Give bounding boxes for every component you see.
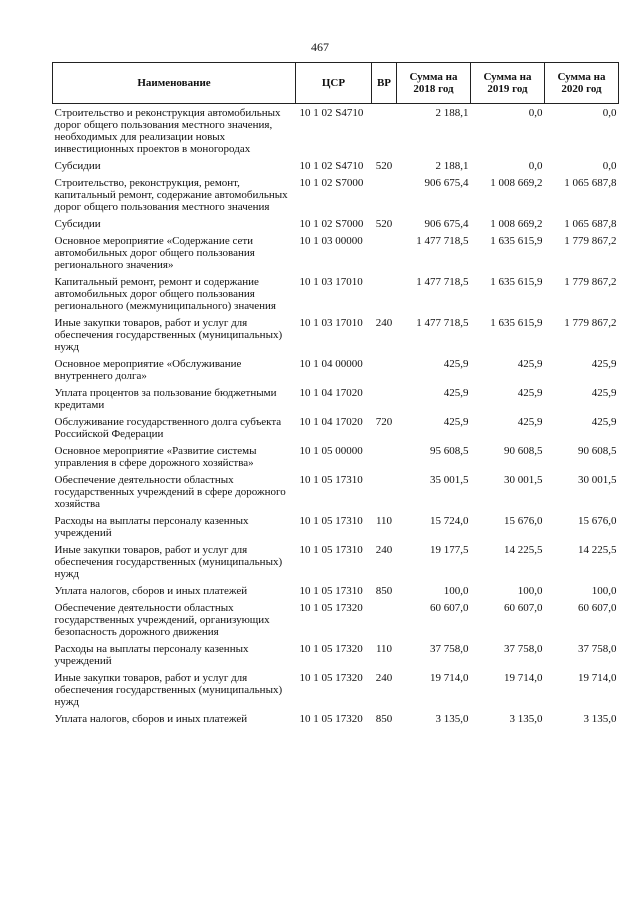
row-csr: 10 1 05 17320: [299, 643, 363, 655]
row-name: Иные закупки товаров, работ и услуг для обеспечения государственных (муниципальных) нужд: [54, 672, 283, 708]
row-amount-2019: 14 225,5: [504, 544, 543, 556]
row-amount-2020: 425,9: [591, 358, 617, 370]
row-csr: 10 1 02 S4710: [299, 107, 364, 119]
row-csr: 10 1 05 17310: [299, 544, 363, 556]
row-amount-2019: 60 607,0: [504, 602, 543, 614]
row-amount-2019: 1 635 615,9: [490, 235, 543, 247]
row-name: Иные закупки товаров, работ и услуг для обеспечения государственных (муниципальных) нужд: [54, 317, 283, 353]
row-csr: 10 1 05 17310: [299, 515, 363, 527]
table-row: [53, 541, 619, 582]
row-amount-2018: 3 135,0: [435, 713, 469, 725]
row-amount-2020: 30 001,5: [578, 474, 617, 486]
row-amount-2020: 0,0: [602, 160, 617, 172]
row-amount-2020: 425,9: [591, 416, 617, 428]
row-csr: 10 1 03 17010: [299, 276, 363, 288]
row-vr: [372, 273, 397, 314]
table-row: [53, 442, 619, 471]
row-amount-2019: 1 008 669,2: [490, 218, 543, 230]
row-amount-2020: 1 065 687,8: [564, 218, 617, 230]
row-amount-2018: 100,0: [443, 585, 469, 597]
table-row: [53, 599, 619, 640]
row-name: Уплата налогов, сборов и иных платежей: [54, 585, 248, 597]
column-header-2020: Сумма на 2020 год: [545, 63, 619, 104]
table-header: [53, 63, 619, 104]
row-amount-2018: 35 001,5: [430, 474, 469, 486]
row-amount-2019: 425,9: [517, 416, 543, 428]
table-row: [53, 471, 619, 512]
table-row: [53, 314, 619, 355]
row-amount-2020: 19 714,0: [578, 672, 617, 684]
row-vr: 240: [375, 672, 393, 684]
row-amount-2019: 3 135,0: [509, 713, 543, 725]
table-row: [53, 384, 619, 413]
row-vr: [372, 471, 397, 512]
row-name: Субсидии: [54, 160, 101, 172]
row-vr: [372, 104, 397, 158]
row-amount-2019: 0,0: [528, 160, 543, 172]
row-amount-2019: 0,0: [528, 107, 543, 119]
row-name: Основное мероприятие «Обслуживание внутреннего долга»: [54, 358, 242, 382]
row-csr: 10 1 04 00000: [299, 358, 363, 370]
row-vr: 520: [375, 160, 393, 172]
row-amount-2020: 1 065 687,8: [564, 177, 617, 189]
column-header-2018: Сумма на 2018 год: [397, 63, 471, 104]
table-row: [53, 104, 619, 158]
row-amount-2020: 60 607,0: [578, 602, 617, 614]
header-row: [53, 63, 619, 104]
row-amount-2018: 425,9: [443, 358, 469, 370]
row-vr: [372, 384, 397, 413]
row-amount-2020: 15 676,0: [578, 515, 617, 527]
row-csr: 10 1 05 17320: [299, 713, 363, 725]
row-amount-2020: 1 779 867,2: [564, 276, 617, 288]
row-amount-2018: 2 188,1: [435, 160, 469, 172]
row-name: Строительство, реконструкция, ремонт, капитальный ремонт, содержание автомобильных дорог общего пользования местного значения: [54, 177, 288, 213]
row-vr: 720: [375, 416, 393, 428]
row-vr: [372, 599, 397, 640]
row-amount-2020: 90 608,5: [578, 445, 617, 457]
budget-table: [52, 62, 619, 727]
table-body: [53, 104, 619, 728]
row-name: Иные закупки товаров, работ и услуг для обеспечения государственных (муниципальных) нужд: [54, 544, 283, 580]
table-row: [53, 273, 619, 314]
table-row: [53, 232, 619, 273]
row-name: Обеспечение деятельности областных государственных учреждений в сфере дорожного хозяйства: [54, 474, 286, 510]
row-name: Основное мероприятие «Содержание сети автомобильных дорог общего пользования регионального значения»: [54, 235, 255, 271]
row-name: Расходы на выплаты персоналу казенных учреждений: [54, 515, 249, 539]
row-csr: 10 1 02 S7000: [299, 218, 364, 230]
row-amount-2018: 425,9: [443, 416, 469, 428]
row-amount-2018: 906 675,4: [424, 177, 469, 189]
row-name: Субсидии: [54, 218, 101, 230]
row-name: Обслуживание государственного долга субъекта Российской Федерации: [54, 416, 282, 440]
row-vr: [372, 355, 397, 384]
row-amount-2018: 1 477 718,5: [416, 235, 469, 247]
row-csr: 10 1 05 17310: [299, 585, 363, 597]
row-amount-2018: 2 188,1: [435, 107, 469, 119]
row-name: Уплата налогов, сборов и иных платежей: [54, 713, 248, 725]
row-vr: [372, 442, 397, 471]
row-amount-2019: 1 008 669,2: [490, 177, 543, 189]
row-amount-2018: 19 714,0: [430, 672, 469, 684]
row-csr: 10 1 02 S7000: [299, 177, 364, 189]
row-vr: [372, 232, 397, 273]
row-csr: 10 1 05 17320: [299, 672, 363, 684]
row-amount-2018: 425,9: [443, 387, 469, 399]
row-amount-2019: 425,9: [517, 358, 543, 370]
row-amount-2020: 1 779 867,2: [564, 317, 617, 329]
table-row: [53, 215, 619, 232]
column-header-2019: Сумма на 2019 год: [471, 63, 545, 104]
row-csr: 10 1 02 S4710: [299, 160, 364, 172]
table-row: [53, 355, 619, 384]
row-name: Основное мероприятие «Развитие системы управления в сфере дорожного хозяйства»: [54, 445, 257, 469]
row-vr: 850: [375, 585, 393, 597]
row-csr: 10 1 04 17020: [299, 387, 363, 399]
row-amount-2019: 19 714,0: [504, 672, 543, 684]
row-amount-2020: 3 135,0: [583, 713, 617, 725]
row-vr: 850: [375, 713, 393, 725]
row-csr: 10 1 05 17310: [299, 474, 363, 486]
row-vr: 110: [375, 515, 393, 527]
row-name: Строительство и реконструкция автомобильных дорог общего пользования местного значения, необходимых для реализации новых инвестиционных проектов в моногородах: [54, 107, 281, 155]
row-amount-2018: 95 608,5: [430, 445, 469, 457]
row-amount-2019: 1 635 615,9: [490, 276, 543, 288]
row-amount-2019: 37 758,0: [504, 643, 543, 655]
row-name: Уплата процентов за пользование бюджетными кредитами: [54, 387, 277, 411]
row-amount-2020: 37 758,0: [578, 643, 617, 655]
row-amount-2018: 906 675,4: [424, 218, 469, 230]
row-name: Капитальный ремонт, ремонт и содержание автомобильных дорог общего пользования регионального (межмуниципального) значения: [54, 276, 276, 312]
row-csr: 10 1 04 17020: [299, 416, 363, 428]
row-amount-2018: 60 607,0: [430, 602, 469, 614]
row-amount-2020: 0,0: [602, 107, 617, 119]
row-csr: 10 1 03 00000: [299, 235, 363, 247]
row-amount-2019: 100,0: [517, 585, 543, 597]
row-csr: 10 1 05 00000: [299, 445, 363, 457]
table-row: [53, 174, 619, 215]
row-amount-2018: 37 758,0: [430, 643, 469, 655]
row-amount-2018: 19 177,5: [430, 544, 469, 556]
row-csr: 10 1 05 17320: [299, 602, 363, 614]
row-amount-2019: 30 001,5: [504, 474, 543, 486]
row-name: Обеспечение деятельности областных государственных учреждений, организующих безопасность дорожного движения: [54, 602, 270, 638]
row-amount-2018: 1 477 718,5: [416, 276, 469, 288]
row-vr: [372, 174, 397, 215]
row-amount-2020: 425,9: [591, 387, 617, 399]
row-amount-2020: 1 779 867,2: [564, 235, 617, 247]
page-number: 467: [311, 40, 329, 54]
row-amount-2018: 15 724,0: [430, 515, 469, 527]
row-name: Расходы на выплаты персоналу казенных учреждений: [54, 643, 249, 667]
row-amount-2019: 1 635 615,9: [490, 317, 543, 329]
row-csr: 10 1 03 17010: [299, 317, 363, 329]
row-amount-2018: 1 477 718,5: [416, 317, 469, 329]
table-row: [53, 157, 619, 174]
table-row: [53, 710, 619, 727]
row-vr: 520: [375, 218, 393, 230]
row-amount-2019: 15 676,0: [504, 515, 543, 527]
column-header-vr: ВР: [372, 63, 397, 104]
row-amount-2019: 90 608,5: [504, 445, 543, 457]
row-vr: 240: [375, 544, 393, 556]
row-amount-2019: 425,9: [517, 387, 543, 399]
table-row: [53, 640, 619, 669]
row-vr: 240: [375, 317, 393, 329]
table-row: [53, 669, 619, 710]
row-vr: 110: [375, 643, 393, 655]
table-row: [53, 512, 619, 541]
table-row: [53, 582, 619, 599]
table-row: [53, 413, 619, 442]
row-amount-2020: 100,0: [591, 585, 617, 597]
column-header-name: Наименование: [53, 63, 296, 104]
row-amount-2020: 14 225,5: [578, 544, 617, 556]
column-header-csr: ЦСР: [296, 63, 372, 104]
